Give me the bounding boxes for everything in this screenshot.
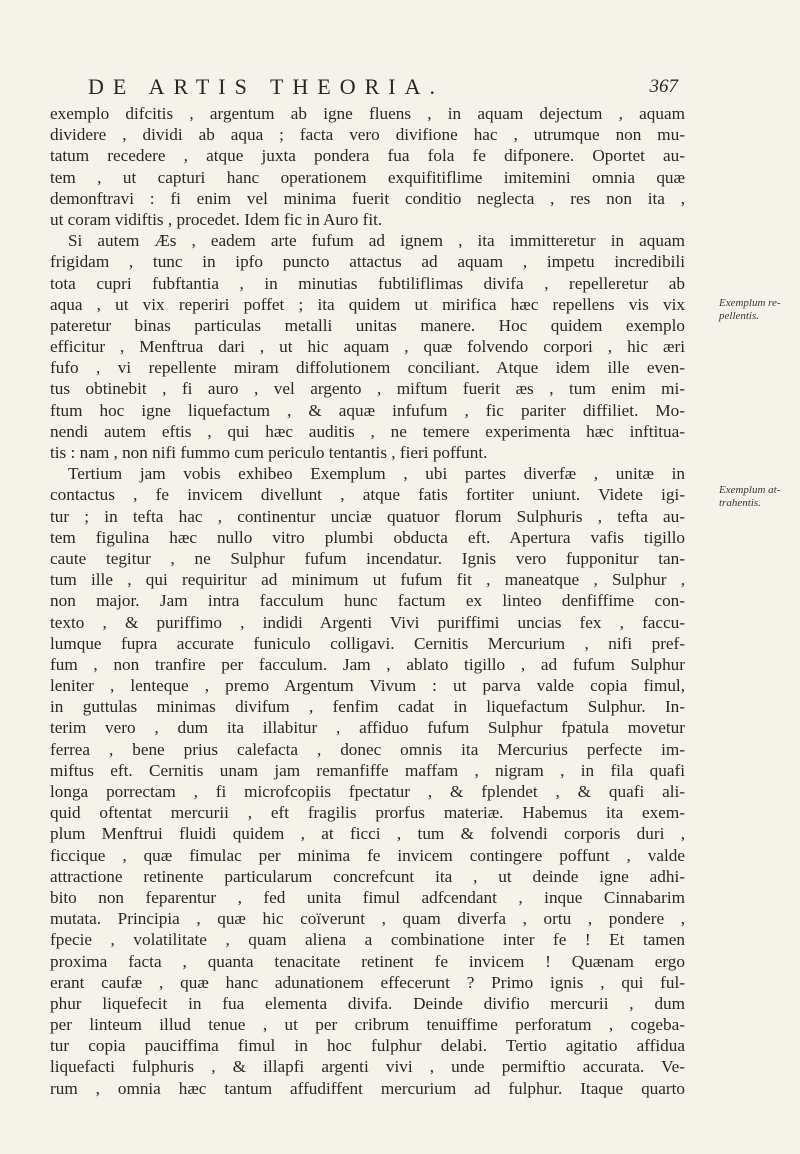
text-line: Tertium jam vobis exhibeo Exemplum , ubi partes diverfæ , unitæ in: [68, 464, 685, 484]
margin-note-line: trahentis.: [719, 497, 761, 509]
text-line: per linteum illud tenue , ut per cribrum tenuiffime perforatum , cogeba-: [50, 1015, 685, 1035]
text-line: attractione retinente particularum concrefcunt ita , ut deinde igne adhi-: [50, 866, 685, 886]
text-line: contactus , fe invicem divellunt , atque fatis fortiter uniunt. Videte igi-: [50, 485, 685, 505]
text-line: plum Menftrui fluidi quidem , at ficci , tum & folvendi corporis duri ,: [50, 824, 685, 844]
text-line: tis : nam , non nifi fummo cum periculo tentantis , fieri poffunt.: [50, 443, 488, 462]
text-line: pateretur binas particulas metalli unitas manere. Hoc quidem exemplo: [50, 315, 685, 335]
body-text: [50, 103, 685, 1099]
text-line: phur liquefecit in fua elementa divifa. Deinde divifio mercurii , dum: [50, 993, 685, 1013]
text-line: quid oftentat mercurii , eft fragilis prorfus materiæ. Habemus ita exem-: [50, 803, 685, 823]
text-line: erant caufæ , quæ hanc adunationem effecerunt ? Primo ignis , qui ful-: [50, 972, 685, 992]
text-line: non major. Jam intra facculum hunc factum ex linteo denfiffime con-: [50, 591, 685, 611]
margin-note-line: Exemplum at-: [719, 484, 781, 496]
text-line: texto , & puriffimo , indidi Argenti Vivi puriffimi uncias fex , faccu-: [50, 612, 685, 632]
text-line: exemplo difcitis , argentum ab igne fluens , in aquam dejectum , aquam: [50, 104, 685, 123]
text-line: leniter , lenteque , premo Argentum Vivum : ut parva valde copia fimul,: [50, 676, 685, 696]
text-line: liquefacti fulphuris , & illapfi argenti vivi , unde permiftio accurata. Ve-: [50, 1057, 685, 1077]
text-line: fufo , vi repellente miram diffolutionem conciliant. Atque idem ille even-: [50, 358, 685, 378]
margin-note-line: Exemplum re-: [719, 297, 781, 309]
text-line: mutata. Principia , quæ hic coïverunt , quam diverfa , ortu , pondere ,: [50, 909, 685, 929]
margin-note-line: pellentis.: [719, 310, 760, 322]
text-line: tur copia pauciffima fimul in hoc fulphur delabi. Tertio agitatio affidua: [50, 1036, 685, 1056]
margin-note-repellent-example: [719, 297, 797, 323]
text-line: demonftravi : fi enim vel minima fuerit conditio neglecta , res non ita ,: [50, 188, 685, 208]
text-line: proxima facta , quanta tenacitate retinent fe invicem ! Quænam ergo: [50, 951, 685, 971]
text-line: frigidam , tunc in ipfo puncto attactus ad aquam , impetu incredibili: [50, 252, 685, 272]
page-number: 367: [649, 76, 678, 97]
text-line: ut coram vidiftis , procedet. Idem fic in Auro fit.: [50, 209, 383, 229]
text-line: Si autem Æs , eadem arte fufum ad ignem , ita immitteretur in aquam: [68, 231, 685, 251]
text-line: ferrea , bene prius calefacta , donec omnis ita Mercurius perfecte im-: [50, 739, 685, 759]
text-line: bito non feparentur , fed unita fimul adfcendant , inque Cinnabarim: [50, 887, 685, 907]
text-line: tur ; in tefta hac , continentur unciæ quatuor florum Sulphuris , tefta au-: [50, 506, 685, 526]
margin-note-attractive-example: [719, 484, 797, 510]
text-line: tem figulina hæc nullo vitro plumbi obducta eft. Apertura vafis tigillo: [50, 527, 685, 547]
text-line: in guttulas minimas divifum , fenfim cadat in liquefactum Sulphur. In-: [50, 697, 685, 717]
text-line: tatum recedere , atque juxta pondera fua fola fe difponere. Oportet au-: [50, 146, 685, 166]
text-line: ftum hoc igne liquefactum , & aquæ infufum , fic pariter diffiliet. Mo-: [50, 400, 685, 420]
text-line: ficcique , quæ fimulac per minima fe invicem contingere poffunt , valde: [50, 845, 685, 865]
text-line: dividere , dividi ab aqua ; facta vero divifione hac , utrumque non mu-: [50, 125, 685, 145]
text-line: terim vero , dum ita illabitur , affiduo fufum Sulphur fpatula movetur: [50, 718, 685, 738]
text-line: caute tegitur , ne Sulphur fufum incendatur. Ignis vero fupponitur tan-: [50, 548, 685, 568]
text-line: miftus eft. Cernitis unam jam remanfiffe maffam , nigram , in fila quafi: [50, 760, 685, 780]
text-line: nendi autem eftis , qui hæc auditis , ne temere experimenta hæc inftitua-: [50, 421, 685, 441]
text-line: lumque fupra accurate funiculo colligavi. Cernitis Mercurium , nifi pref-: [50, 633, 685, 653]
text-line: tem , ut capturi hanc operationem exquifitiflime imitemini omnia quæ: [50, 167, 685, 187]
text-line: rum , omnia hæc tantum affudiffent mercurium ad fulphur. Itaque quarto: [50, 1078, 685, 1098]
text-line: tota cupri fubftantia , in minutias fubtiliflimas divifa , repelleretur ab: [50, 273, 685, 293]
text-line: tus obtinebit , fi auro , vel argento , miftum fuerit æs , tum enim mi-: [50, 379, 685, 399]
running-title: DE ARTIS THEORIA.: [88, 74, 444, 99]
text-line: fpecie , volatilitate , quam aliena a combinatione inter fe ! Et tamen: [50, 930, 685, 950]
page-header: [88, 74, 678, 100]
text-line: efficitur , Menftrua dari , ut hic aquam , quæ folvendo corpori , hic æri: [50, 337, 685, 357]
text-line: fum , non tranfire per facculum. Jam , ablato tigillo , ad fufum Sulphur: [50, 654, 685, 674]
text-line: aqua , ut vix reperiri poffet ; ita quidem ut mirifica hæc repellens vis vix: [50, 294, 685, 314]
text-line: longa porrectam , fi microfcopiis fpectatur , & fplendet , & quafi ali-: [50, 782, 685, 801]
text-line: tum ille , qui requiritur ad minimum ut fufum fit , maneatque , Sulphur ,: [50, 570, 685, 590]
